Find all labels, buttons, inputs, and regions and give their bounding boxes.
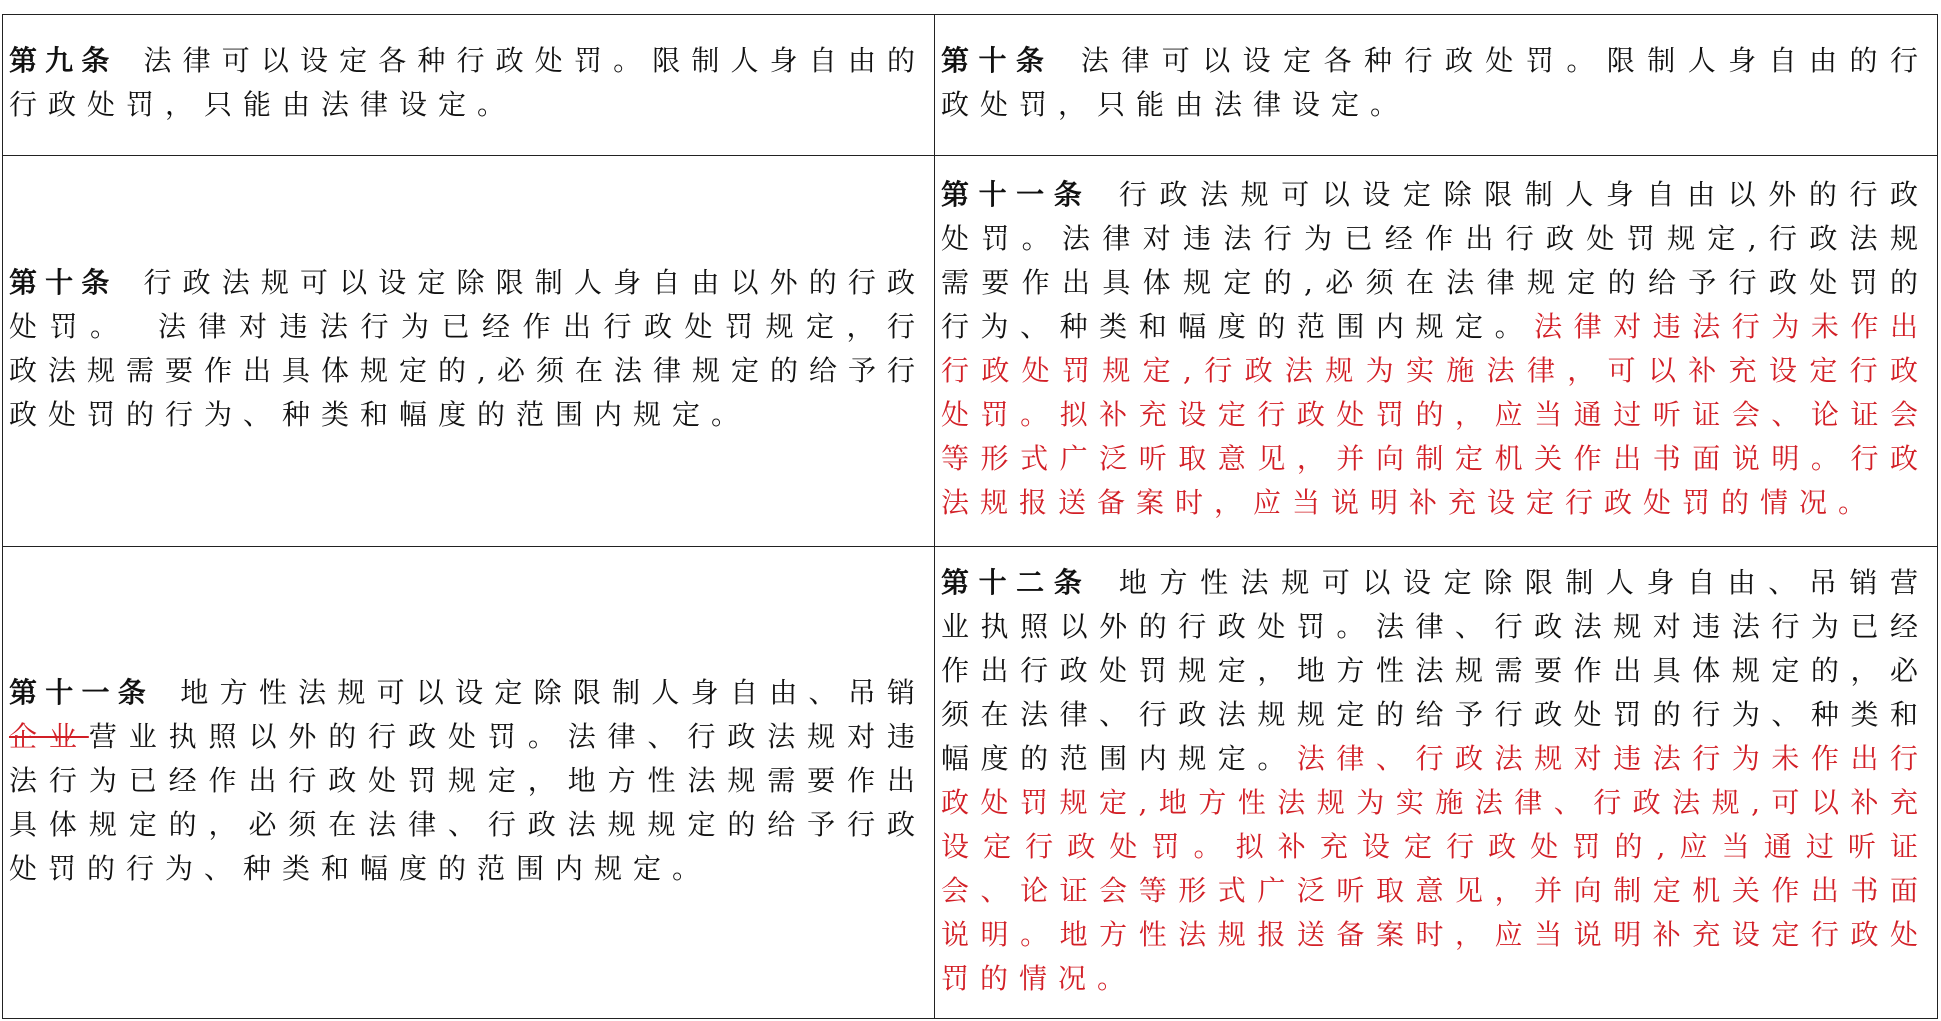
deleted-text: 企业 [9,719,89,753]
new-article-cell [935,547,1938,1019]
article-number: 第十一条 [9,675,155,709]
article-number: 第十条 [9,266,118,299]
article-text: 营业执照以外的行政处罚。法律、行政法规对违法行为已经作出行政处罚规定，地方性法规需要作出具体规定的，必须在法律、行政法规规定的给予行政处罚的行为、种类和幅度的范围内规定。 [9,719,926,885]
article-number: 第十条 [941,44,1054,77]
new-article-cell [935,156,1938,547]
table-row [3,15,1938,156]
old-article-cell [3,547,935,1019]
article-text: 行政法规可以设定除限制人身自由以外的行政处罚。 [9,266,926,343]
article-text: 法律可以设定各种行政处罚。限制人身自由的行政处罚，只能由法律设定。 [941,44,1929,121]
article-text: 地方性法规可以设定除限制人身自由、吊销营业执照以外的行政处罚。法律、行政法规对违法行为已经作出行政处罚规定，地方性法规需要作出具体规定的，必须在法律、行政法规规定的给予行政处罚的行为、种类和幅度的范围内规定。 [941,565,1929,775]
article-number: 第九条 [9,44,118,77]
article-number: 第十二条 [941,565,1092,599]
article-text: 行政法规可以设定除限制人身自由以外的行政处罚。法律对违法行为已经作出行政处罚规定,行政法规需要作出具体规定的,必须在法律规定的给予行政处罚的行为、种类和幅度的范围内规定。 [941,178,1929,343]
comparison-table [2,14,1938,1019]
article-text: 法律对违法行为已经作出行政处罚规定，行政法规需要作出具体规定的,必须在法律规定的给予行政处罚的行为、种类和幅度的范围内规定。 [9,310,926,431]
article-text: 法律可以设定各种行政处罚。限制人身自由的行政处罚，只能由法律设定。 [9,44,926,121]
old-article-cell [3,156,935,547]
old-article-cell [3,15,935,156]
article-number: 第十一条 [941,178,1092,211]
table-row [3,156,1938,547]
article-text: 地方性法规可以设定除限制人身自由、吊销 [180,675,926,709]
table-row [3,547,1938,1019]
added-text: 法律对违法行为未作出行政处罚规定,行政法规为实施法律，可以补充设定行政处罚。拟补充设定行政处罚的，应当通过听证会、论证会等形式广泛听取意见，并向制定机关作出书面说明。行政法规报送备案时，应当说明补充设定行政处罚的情况。 [941,310,1929,519]
new-article-cell [935,15,1938,156]
added-text: 法律、行政法规对违法行为未作出行政处罚规定,地方性法规为实施法律、行政法规,可以补充设定行政处罚。拟补充设定行政处罚的,应当通过听证会、论证会等形式广泛听取意见，并向制定机关作出书面说明。地方性法规报送备案时，应当说明补充设定行政处罚的情况。 [941,741,1929,995]
